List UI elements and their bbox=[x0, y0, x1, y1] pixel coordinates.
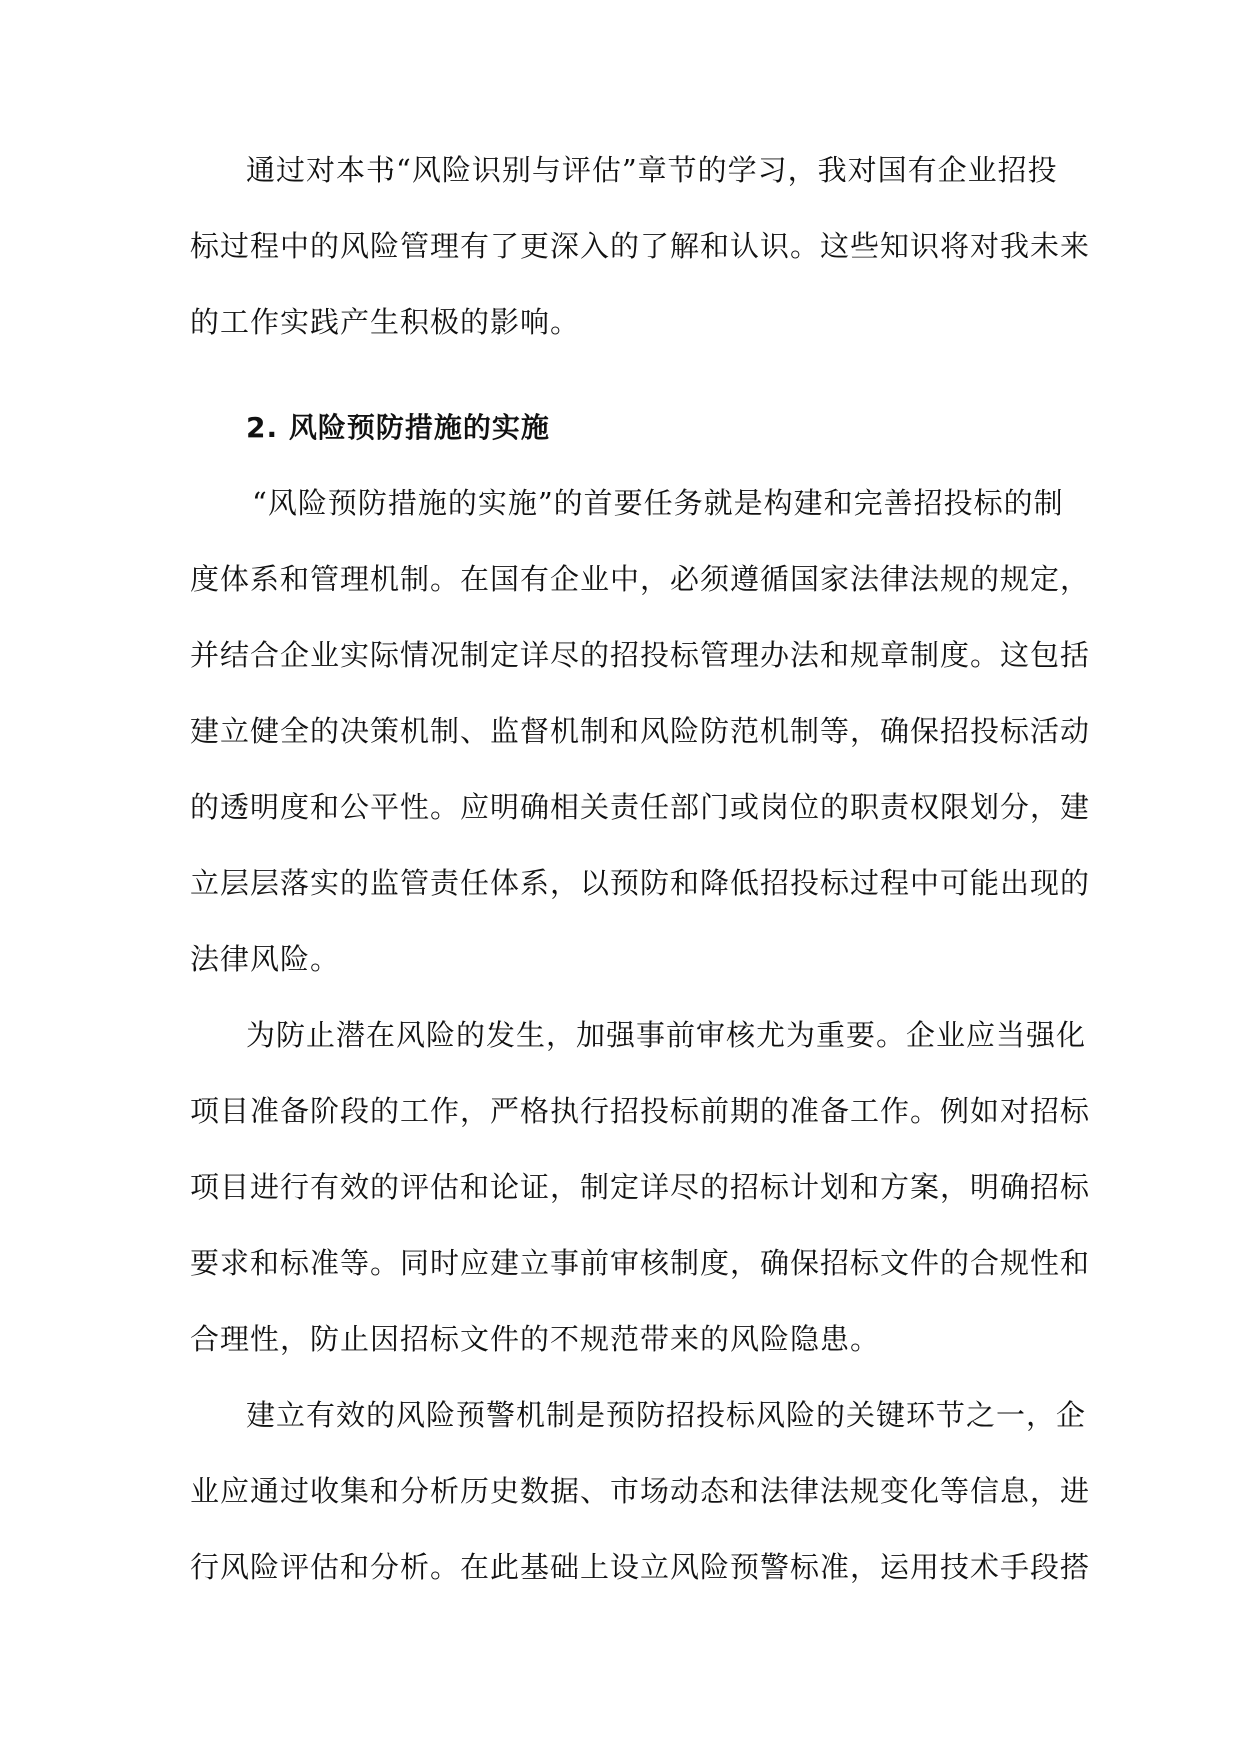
paragraph-3-line-1: 为防止潜在风险的发生，加强事前审核尤为重要。企业应当强化 bbox=[246, 1018, 1087, 1052]
paragraph-2-line-3: 并结合企业实际情况制定详尽的招投标管理办法和规章制度。这包括 bbox=[190, 638, 1091, 672]
paragraph-2-line-7: 法律风险。 bbox=[190, 942, 341, 976]
paragraph-3-line-2: 项目准备阶段的工作，严格执行招投标前期的准备工作。例如对招标 bbox=[190, 1094, 1091, 1128]
paragraph-2-line-1: “风险预防措施的实施”的首要任务就是构建和完善招投标的制 bbox=[252, 486, 1064, 520]
section-heading: 2. 风险预防措施的实施 bbox=[246, 411, 550, 444]
paragraph-4-line-3: 行风险评估和分析。在此基础上设立风险预警标准，运用技术手段搭 bbox=[190, 1550, 1091, 1584]
paragraph-1-line-3: 的工作实践产生积极的影响。 bbox=[190, 305, 581, 339]
paragraph-1-line-1: 通过对本书“风险识别与评估”章节的学习，我对国有企业招投 bbox=[246, 153, 1058, 187]
paragraph-1-line-2: 标过程中的风险管理有了更深入的了解和认识。这些知识将对我未来 bbox=[190, 229, 1091, 263]
paragraph-3-line-3: 项目进行有效的评估和论证，制定详尽的招标计划和方案，明确招标 bbox=[190, 1170, 1091, 1204]
paragraph-2-line-5: 的透明度和公平性。应明确相关责任部门或岗位的职责权限划分，建 bbox=[190, 790, 1091, 824]
paragraph-2-line-6: 立层层落实的监管责任体系，以预防和降低招投标过程中可能出现的 bbox=[190, 866, 1091, 900]
paragraph-4-line-2: 业应通过收集和分析历史数据、市场动态和法律法规变化等信息，进 bbox=[190, 1474, 1091, 1508]
paragraph-4-line-1: 建立有效的风险预警机制是预防招投标风险的关键环节之一，企 bbox=[246, 1398, 1087, 1432]
paragraph-2-line-2: 度体系和管理机制。在国有企业中，必须遵循国家法律法规的规定， bbox=[190, 562, 1091, 596]
paragraph-3-line-4: 要求和标准等。同时应建立事前审核制度，确保招标文件的合规性和 bbox=[190, 1246, 1091, 1280]
paragraph-2-line-4: 建立健全的决策机制、监督机制和风险防范机制等，确保招投标活动 bbox=[190, 714, 1091, 748]
paragraph-3-line-5: 合理性，防止因招标文件的不规范带来的风险隐患。 bbox=[190, 1322, 881, 1356]
